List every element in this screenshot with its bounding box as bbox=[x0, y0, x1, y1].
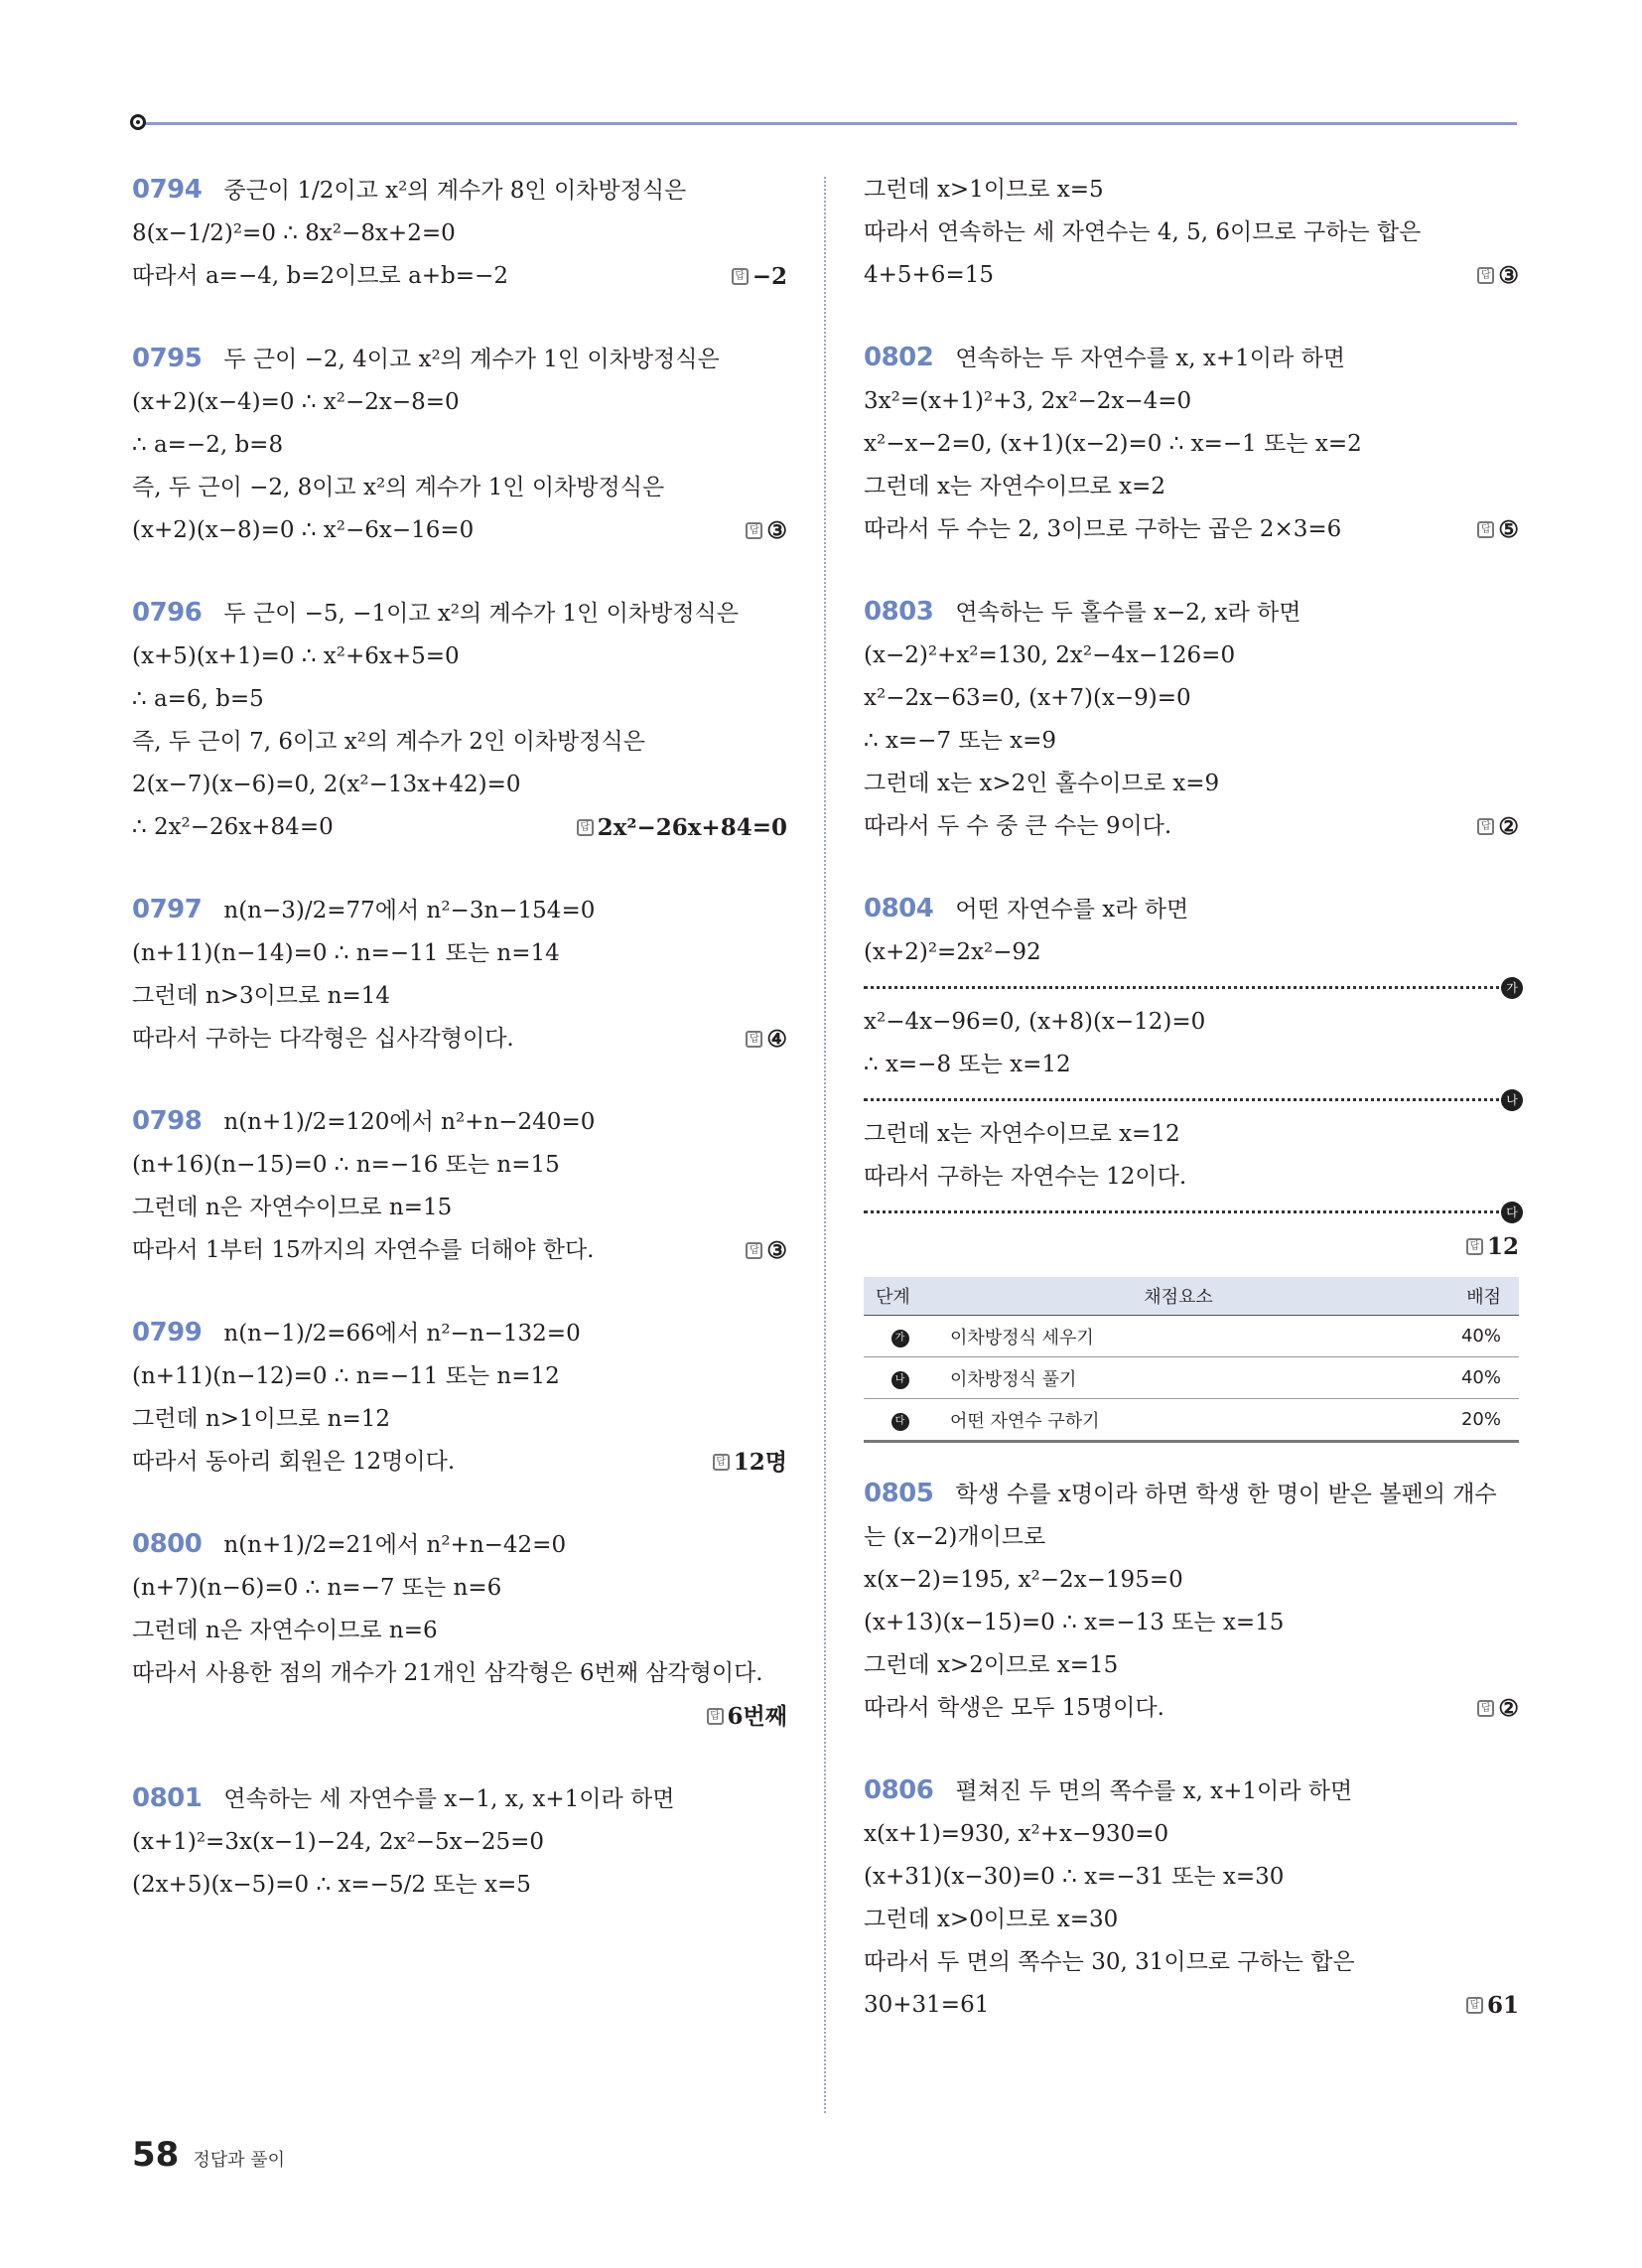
answer-icon bbox=[1477, 818, 1494, 835]
problem-0805 bbox=[864, 1473, 1519, 1730]
solution-line: 그런데 n>1이므로 n=12 bbox=[132, 1406, 390, 1432]
solution-line: 연속하는 두 자연수를 x, x+1이라 하면 bbox=[955, 346, 1345, 371]
answer-value: −2 bbox=[752, 263, 787, 290]
solution-line: 따라서 사용한 점의 개수가 21개인 삼각형은 6번째 삼각형이다. bbox=[132, 1660, 763, 1686]
step-badge: 다 bbox=[891, 1413, 909, 1431]
solution-line: ∴ a=−2, b=8 bbox=[132, 432, 284, 458]
solution-line: 따라서 두 수는 2, 3이므로 구하는 곱은 2×3=6 bbox=[864, 516, 1342, 542]
solution-line: 그런데 x는 x>2인 홀수이므로 x=9 bbox=[864, 771, 1220, 796]
right-column bbox=[864, 169, 1519, 2066]
problem-number: 0798 bbox=[132, 1106, 203, 1136]
solution-line: 학생 수를 x명이라 하면 학생 한 명이 받은 볼펜의 개수 bbox=[955, 1482, 1497, 1507]
solution-line: ∴ x=−8 또는 x=12 bbox=[864, 1052, 1071, 1077]
scoring-row bbox=[864, 1316, 1519, 1357]
solution-line: 그런데 x>0이므로 x=30 bbox=[864, 1907, 1119, 1932]
problem-0801 bbox=[132, 1777, 787, 1907]
answer-icon bbox=[1466, 1238, 1483, 1255]
solution-line: 그런데 x>1이므로 x=5 bbox=[864, 177, 1104, 203]
answer-value: ③ bbox=[1498, 262, 1519, 289]
solution-line: 중근이 1/2이고 x²의 계수가 8인 이차방정식은 bbox=[223, 178, 687, 204]
problem-number: 0794 bbox=[132, 175, 203, 205]
solution-line: 4+5+6=15 bbox=[864, 262, 994, 288]
answer-value: ② bbox=[1498, 1695, 1519, 1722]
answer bbox=[746, 1229, 787, 1272]
solution-line: x²−x−2=0, (x+1)(x−2)=0 ∴ x=−1 또는 x=2 bbox=[864, 431, 1362, 457]
problem-0804 bbox=[864, 888, 1519, 1443]
answer-value: 61 bbox=[1486, 1992, 1519, 2019]
answer-icon bbox=[732, 268, 749, 285]
step-badge: 가 bbox=[1501, 977, 1523, 999]
solution-line: 8(x−1/2)²=0 ∴ 8x²−8x+2=0 bbox=[132, 220, 456, 246]
solution-line: n(n−1)/2=66에서 n²−n−132=0 bbox=[223, 1321, 581, 1347]
solution-line: 따라서 두 수 중 큰 수는 9이다. bbox=[864, 813, 1172, 839]
page-label: 정답과 풀이 bbox=[193, 2150, 285, 2171]
solution-line: 두 근이 −5, −1이고 x²의 계수가 1인 이차방정식은 bbox=[223, 601, 739, 627]
solution-line: 2(x−7)(x−6)=0, 2(x²−13x+42)=0 bbox=[132, 772, 521, 797]
problem-0796 bbox=[132, 592, 787, 849]
problem-number: 0799 bbox=[132, 1318, 203, 1347]
scoring-item: 이차방정식 풀기 bbox=[936, 1357, 1421, 1399]
solution-line: (2x+5)(x−5)=0 ∴ x=−5/2 또는 x=5 bbox=[132, 1872, 531, 1898]
scoring-item: 어떤 자연수 구하기 bbox=[936, 1399, 1421, 1442]
solution-line: 따라서 두 면의 쪽수는 30, 31이므로 구하는 합은 bbox=[864, 1949, 1355, 1975]
answer-icon bbox=[1477, 521, 1494, 538]
problem-number: 0804 bbox=[864, 894, 934, 923]
solution-line: 두 근이 −2, 4이고 x²의 계수가 1인 이차방정식은 bbox=[223, 347, 720, 372]
step-separator bbox=[864, 1093, 1519, 1107]
solution-line: 따라서 학생은 모두 15명이다. bbox=[864, 1695, 1164, 1721]
answer-value: ② bbox=[1498, 813, 1519, 840]
problem-number: 0805 bbox=[864, 1479, 934, 1508]
solution-line: (n+11)(n−12)=0 ∴ n=−11 또는 n=12 bbox=[132, 1363, 560, 1389]
answer-value: ③ bbox=[766, 1237, 787, 1264]
solution-line: (x+13)(x−15)=0 ∴ x=−13 또는 x=15 bbox=[864, 1610, 1285, 1635]
answer-value: 2x²−26x+84=0 bbox=[597, 814, 787, 841]
answer-value: 6번째 bbox=[727, 1703, 787, 1730]
answer-value: ⑤ bbox=[1498, 516, 1519, 543]
solution-line: 3x²=(x+1)²+3, 2x²−2x−4=0 bbox=[864, 388, 1192, 414]
solution-line: (x+2)(x−8)=0 ∴ x²−6x−16=0 bbox=[132, 517, 475, 543]
problem-number: 0803 bbox=[864, 597, 934, 627]
answer bbox=[864, 1225, 1519, 1269]
solution-line: 따라서 a=−4, b=2이므로 a+b=−2 bbox=[132, 263, 508, 289]
header-points: 배점 bbox=[1421, 1277, 1519, 1316]
top-rule bbox=[137, 122, 1517, 125]
header-step: 단계 bbox=[864, 1277, 936, 1316]
problem-number: 0802 bbox=[864, 343, 934, 372]
step-badge: 다 bbox=[1501, 1202, 1523, 1223]
scoring-table-header bbox=[864, 1277, 1519, 1316]
solution-line: n(n+1)/2=120에서 n²+n−240=0 bbox=[223, 1109, 596, 1135]
page-number: 58 bbox=[132, 2135, 180, 2175]
top-rule-dot bbox=[130, 114, 146, 130]
problem-0802 bbox=[864, 337, 1519, 551]
answer-icon bbox=[1477, 1700, 1494, 1717]
solution-line: 따라서 동아리 회원은 12명이다. bbox=[132, 1449, 456, 1475]
step-badge: 나 bbox=[891, 1371, 909, 1389]
answer-icon bbox=[746, 522, 762, 539]
scoring-points: 40% bbox=[1421, 1316, 1519, 1357]
solution-line: ∴ 2x²−26x+84=0 bbox=[132, 814, 334, 840]
answer bbox=[707, 1695, 787, 1738]
solution-line: 따라서 연속하는 세 자연수는 4, 5, 6이므로 구하는 합은 bbox=[864, 219, 1422, 245]
solution-line: 따라서 구하는 다각형은 십사각형이다. bbox=[132, 1026, 514, 1052]
scoring-item: 이차방정식 세우기 bbox=[936, 1316, 1421, 1357]
solution-line: 즉, 두 근이 7, 6이고 x²의 계수가 2인 이차방정식은 bbox=[132, 729, 645, 755]
answer-icon bbox=[746, 1031, 762, 1048]
problem-0799 bbox=[132, 1312, 787, 1484]
answer bbox=[732, 255, 787, 298]
solution-line: (x+1)²=3x(x−1)−24, 2x²−5x−25=0 bbox=[132, 1829, 545, 1855]
step-badge: 가 bbox=[891, 1330, 909, 1347]
page-footer bbox=[132, 2135, 285, 2175]
answer bbox=[746, 1018, 787, 1061]
solution-line: ∴ x=−7 또는 x=9 bbox=[864, 728, 1057, 754]
header-item: 채점요소 bbox=[936, 1277, 1421, 1316]
solution-line: 는 (x−2)개이므로 bbox=[864, 1524, 1046, 1550]
scoring-points: 40% bbox=[1421, 1357, 1519, 1399]
answer-icon bbox=[577, 819, 594, 836]
solution-line: 그런데 n>3이므로 n=14 bbox=[132, 983, 390, 1009]
answer-icon bbox=[1477, 267, 1494, 284]
problem-0806 bbox=[864, 1770, 1519, 2027]
answer bbox=[1477, 805, 1519, 848]
step-separator bbox=[864, 981, 1519, 995]
answer-icon bbox=[707, 1708, 724, 1725]
solution-line: ∴ a=6, b=5 bbox=[132, 686, 264, 712]
scoring-table bbox=[864, 1277, 1519, 1443]
solution-line: (x−2)²+x²=130, 2x²−4x−126=0 bbox=[864, 642, 1236, 668]
solution-line: 그런데 x는 자연수이므로 x=2 bbox=[864, 474, 1165, 499]
solution-line: 따라서 구하는 자연수는 12이다. bbox=[864, 1164, 1187, 1190]
problem-0795 bbox=[132, 338, 787, 552]
solution-line: (x+2)(x−4)=0 ∴ x²−2x−8=0 bbox=[132, 389, 460, 415]
solution-line: n(n−3)/2=77에서 n²−3n−154=0 bbox=[223, 898, 596, 923]
solution-line: (n+16)(n−15)=0 ∴ n=−16 또는 n=15 bbox=[132, 1152, 560, 1178]
problem-0801-continued bbox=[864, 169, 1519, 297]
answer bbox=[1466, 1984, 1519, 2027]
answer bbox=[746, 509, 787, 552]
answer-icon bbox=[746, 1242, 762, 1259]
solution-line: 연속하는 두 홀수를 x−2, x라 하면 bbox=[955, 600, 1301, 626]
solution-line: 30+31=61 bbox=[864, 1992, 990, 2018]
answer bbox=[1477, 508, 1519, 551]
left-column bbox=[132, 169, 787, 1946]
answer bbox=[577, 806, 787, 849]
answer-value: 12명 bbox=[733, 1449, 787, 1476]
solution-line: 그런데 x는 자연수이므로 x=12 bbox=[864, 1121, 1180, 1147]
solution-line: 펼쳐진 두 면의 쪽수를 x, x+1이라 하면 bbox=[955, 1778, 1353, 1804]
solution-line: 그런데 n은 자연수이므로 n=6 bbox=[132, 1618, 438, 1643]
problem-0794 bbox=[132, 169, 787, 298]
problem-0798 bbox=[132, 1100, 787, 1272]
problem-0803 bbox=[864, 591, 1519, 848]
solution-line: (x+31)(x−30)=0 ∴ x=−31 또는 x=30 bbox=[864, 1864, 1285, 1890]
answer-value: ③ bbox=[766, 517, 787, 544]
solution-line: x²−4x−96=0, (x+8)(x−12)=0 bbox=[864, 1009, 1206, 1035]
solution-line: n(n+1)/2=21에서 n²+n−42=0 bbox=[223, 1532, 567, 1558]
answer-value: ④ bbox=[766, 1026, 787, 1053]
problem-0800 bbox=[132, 1523, 787, 1738]
solution-line: x(x−2)=195, x²−2x−195=0 bbox=[864, 1567, 1183, 1593]
answer-icon bbox=[713, 1454, 730, 1471]
problem-number: 0800 bbox=[132, 1529, 203, 1559]
answer bbox=[713, 1441, 787, 1484]
solution-line: 그런데 x>2이므로 x=15 bbox=[864, 1652, 1119, 1678]
solution-line: 즉, 두 근이 −2, 8이고 x²의 계수가 1인 이차방정식은 bbox=[132, 475, 665, 500]
answer bbox=[1477, 1687, 1519, 1730]
scoring-points: 20% bbox=[1421, 1399, 1519, 1442]
step-separator bbox=[864, 1205, 1519, 1219]
problem-number: 0796 bbox=[132, 598, 203, 628]
solution-line: x(x+1)=930, x²+x−930=0 bbox=[864, 1821, 1169, 1847]
problem-0797 bbox=[132, 889, 787, 1061]
solution-line: (x+2)²=2x²−92 bbox=[864, 939, 1041, 965]
column-divider bbox=[824, 177, 826, 2113]
solution-line: x²−2x−63=0, (x+7)(x−9)=0 bbox=[864, 685, 1191, 711]
problem-number: 0806 bbox=[864, 1775, 934, 1805]
solution-line: (n+7)(n−6)=0 ∴ n=−7 또는 n=6 bbox=[132, 1575, 502, 1601]
answer bbox=[1477, 254, 1519, 297]
solution-line: 연속하는 세 자연수를 x−1, x, x+1이라 하면 bbox=[223, 1786, 675, 1812]
solution-line: 그런데 n은 자연수이므로 n=15 bbox=[132, 1195, 453, 1220]
scoring-row bbox=[864, 1399, 1519, 1442]
scoring-row bbox=[864, 1357, 1519, 1399]
solution-line: 어떤 자연수를 x라 하면 bbox=[955, 897, 1189, 922]
step-badge: 나 bbox=[1501, 1089, 1523, 1111]
solution-line: (x+5)(x+1)=0 ∴ x²+6x+5=0 bbox=[132, 643, 460, 669]
solution-line: (n+11)(n−14)=0 ∴ n=−11 또는 n=14 bbox=[132, 940, 560, 966]
problem-number: 0801 bbox=[132, 1783, 203, 1813]
problem-number: 0797 bbox=[132, 895, 203, 924]
answer-icon bbox=[1466, 1997, 1483, 2014]
answer-value: 12 bbox=[1486, 1233, 1519, 1260]
solution-line: 따라서 1부터 15까지의 자연수를 더해야 한다. bbox=[132, 1237, 595, 1263]
problem-number: 0795 bbox=[132, 344, 203, 373]
